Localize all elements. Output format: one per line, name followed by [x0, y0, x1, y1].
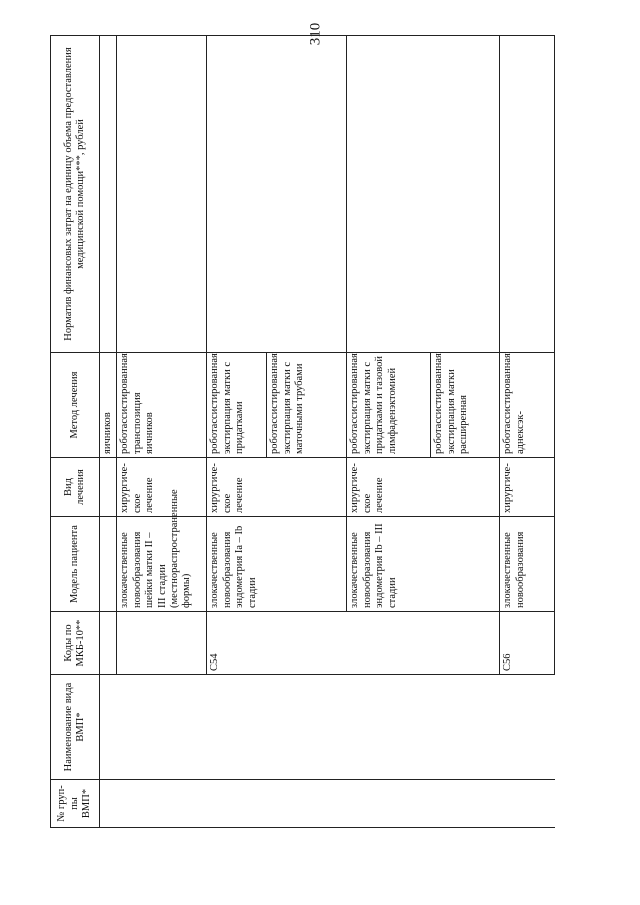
- header-group-no: № груп-пы ВМП*: [51, 780, 100, 828]
- table-row: [100, 36, 117, 828]
- cell-type: [100, 458, 117, 517]
- cell-method: яичников: [100, 353, 117, 458]
- cell-code: [100, 612, 117, 675]
- rotated-table-container: [50, 36, 560, 828]
- cell-model: злокачественные новообразования эндометрия Ia – Ib стадии: [207, 517, 347, 612]
- cell-type: хирургиче-: [500, 458, 555, 517]
- cell-cost: [500, 36, 555, 353]
- header-treatment-method: Метод лечения: [51, 353, 100, 458]
- treatment-table: [50, 35, 555, 828]
- cell-model: злокачественные новообразования: [500, 517, 555, 612]
- cell-type: хирургиче-ское лечение: [207, 458, 347, 517]
- header-treatment-type: Вид лечения: [51, 458, 100, 517]
- cell-model: злокачественные новообразования шейки матки II – III стадии (местнораспространенные формы): [117, 517, 207, 612]
- cell-code: [117, 612, 207, 675]
- header-cost-norm: Норматив финансовых затрат на единицу объема предоставления медицинской помощи***, рублей: [51, 36, 100, 353]
- cell-method: роботассистированная экстирпация матки расширенная: [431, 353, 500, 458]
- cell-vmp-name: [100, 675, 555, 780]
- cell-method: роботассистированная экстирпация матки с маточными трубами: [267, 353, 347, 458]
- cell-cost: [100, 36, 117, 353]
- cell-method: роботассистированная транспозиция яичников: [117, 353, 207, 458]
- cell-cost: [347, 36, 500, 353]
- cell-code: C56: [500, 612, 555, 675]
- header-patient-model: Модель пациента: [51, 517, 100, 612]
- cell-cost: [207, 36, 347, 353]
- cell-method: роботассистированная экстирпация матки с придатками и тазовой лимфаденэктомией: [347, 353, 431, 458]
- cell-group-no: [100, 780, 555, 828]
- cell-model: [100, 517, 117, 612]
- header-row: [51, 36, 100, 828]
- cell-method: роботассистированная экстирпация матки с придатками: [207, 353, 267, 458]
- cell-type: хирургиче-ское лечение: [347, 458, 500, 517]
- cell-method: роботассистированная аднексэк-: [500, 353, 555, 458]
- cell-code: C54: [207, 612, 500, 675]
- page-number-text: 310: [307, 22, 324, 46]
- cell-type: хирургиче-ское лечение: [117, 458, 207, 517]
- cell-cost: [117, 36, 207, 353]
- header-icd-codes: Коды по МКБ-10**: [51, 612, 100, 675]
- cell-model: злокачественные новообразования эндометрия Ib – III стадии: [347, 517, 500, 612]
- header-vmp-name: Наименование вида ВМП*: [51, 675, 100, 780]
